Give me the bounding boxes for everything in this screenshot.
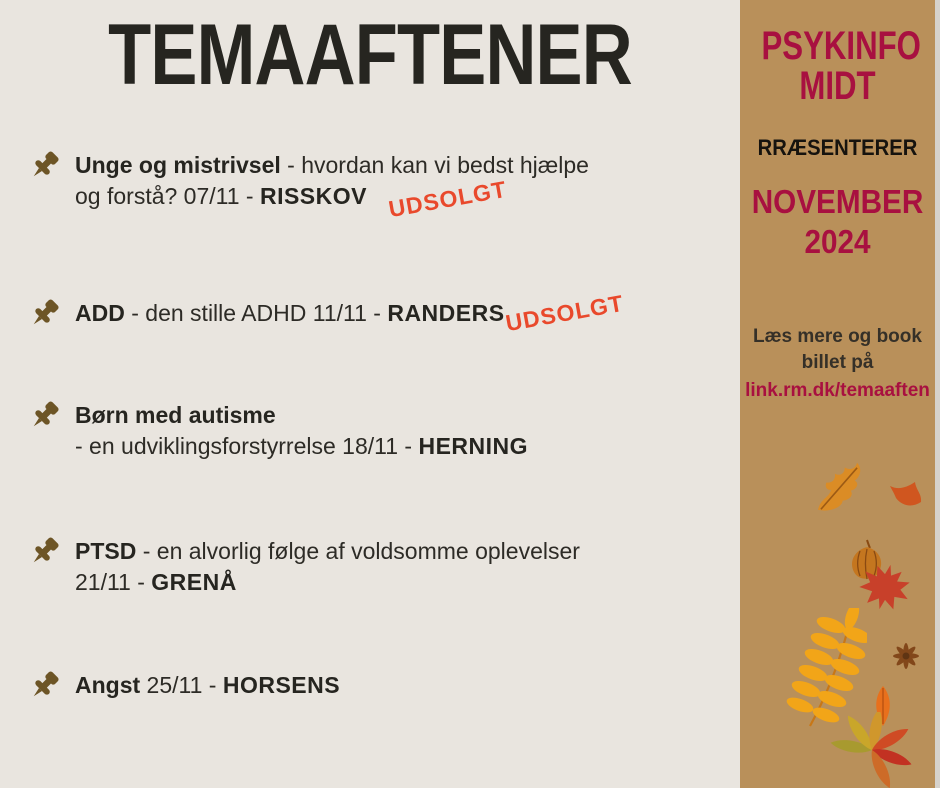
event-text — [75, 670, 340, 701]
brand-name — [761, 24, 921, 108]
event-description-line2: 21/11 - — [75, 569, 152, 595]
event-title: Børn med autisme — [75, 402, 276, 428]
sold-out-badge: UDSOLGT — [386, 175, 509, 223]
event-title: Angst — [75, 672, 141, 698]
event-item-ptsd — [28, 536, 580, 598]
event-item-add — [28, 298, 505, 330]
month-heading — [750, 182, 926, 262]
event-text — [75, 150, 589, 212]
pushpin-icon — [28, 296, 62, 330]
event-description-line2: - en udviklingsforstyrrelse 18/11 - — [75, 433, 419, 459]
cta-text — [740, 324, 935, 376]
booking-link[interactable]: link.rm.dk/temaaften — [745, 380, 930, 401]
pushpin-icon — [28, 148, 62, 182]
event-description: - en alvorlig følge af voldsomme oplevelser — [136, 538, 580, 564]
event-location: RISSKOV — [259, 183, 367, 209]
page-title: TEMAAFTENER — [108, 7, 632, 103]
cta-line2: billet på — [801, 352, 874, 373]
event-description-line2: og forstå? 07/11 - — [75, 183, 260, 209]
event-item-born-med-autisme — [28, 400, 528, 462]
event-description: 25/11 - — [140, 672, 223, 698]
event-item-angst — [28, 670, 340, 702]
event-location: HERNING — [418, 433, 529, 459]
poster-right-edge — [935, 0, 940, 788]
brand-line1: PSYKINFO — [761, 24, 921, 68]
maple-leaf-image — [858, 562, 912, 612]
brand-line2: MIDT — [799, 64, 876, 108]
pushpin-icon — [28, 668, 62, 702]
creeper-leaf-image — [820, 712, 928, 788]
oak-leaf-image — [808, 458, 880, 518]
event-description: - hvordan kan vi bedst hjælpe — [280, 152, 589, 178]
event-text — [75, 400, 528, 462]
pushpin-icon — [28, 534, 62, 568]
star-anise-image — [888, 640, 924, 672]
red-leaf-fragment-image — [888, 480, 924, 510]
month-line1: NOVEMBER — [751, 183, 924, 220]
cta-line1: Læs mere og book — [753, 326, 922, 347]
event-title: Unge og mistrivsel — [75, 152, 281, 178]
event-title: PTSD — [75, 538, 137, 564]
event-title: ADD — [75, 300, 125, 326]
sold-out-badge: UDSOLGT — [503, 289, 626, 337]
event-location: HORSENS — [222, 672, 341, 698]
event-description: - den stille ADHD 11/11 - — [124, 300, 388, 326]
sidebar-panel — [740, 0, 935, 788]
month-line2: 2024 — [804, 223, 871, 260]
event-text — [75, 298, 505, 329]
presents-label: RRÆSENTERER — [757, 135, 918, 160]
event-text — [75, 536, 580, 598]
event-location: GRENÅ — [151, 569, 237, 595]
event-location: RANDERS — [387, 300, 505, 326]
pushpin-icon — [28, 398, 62, 432]
